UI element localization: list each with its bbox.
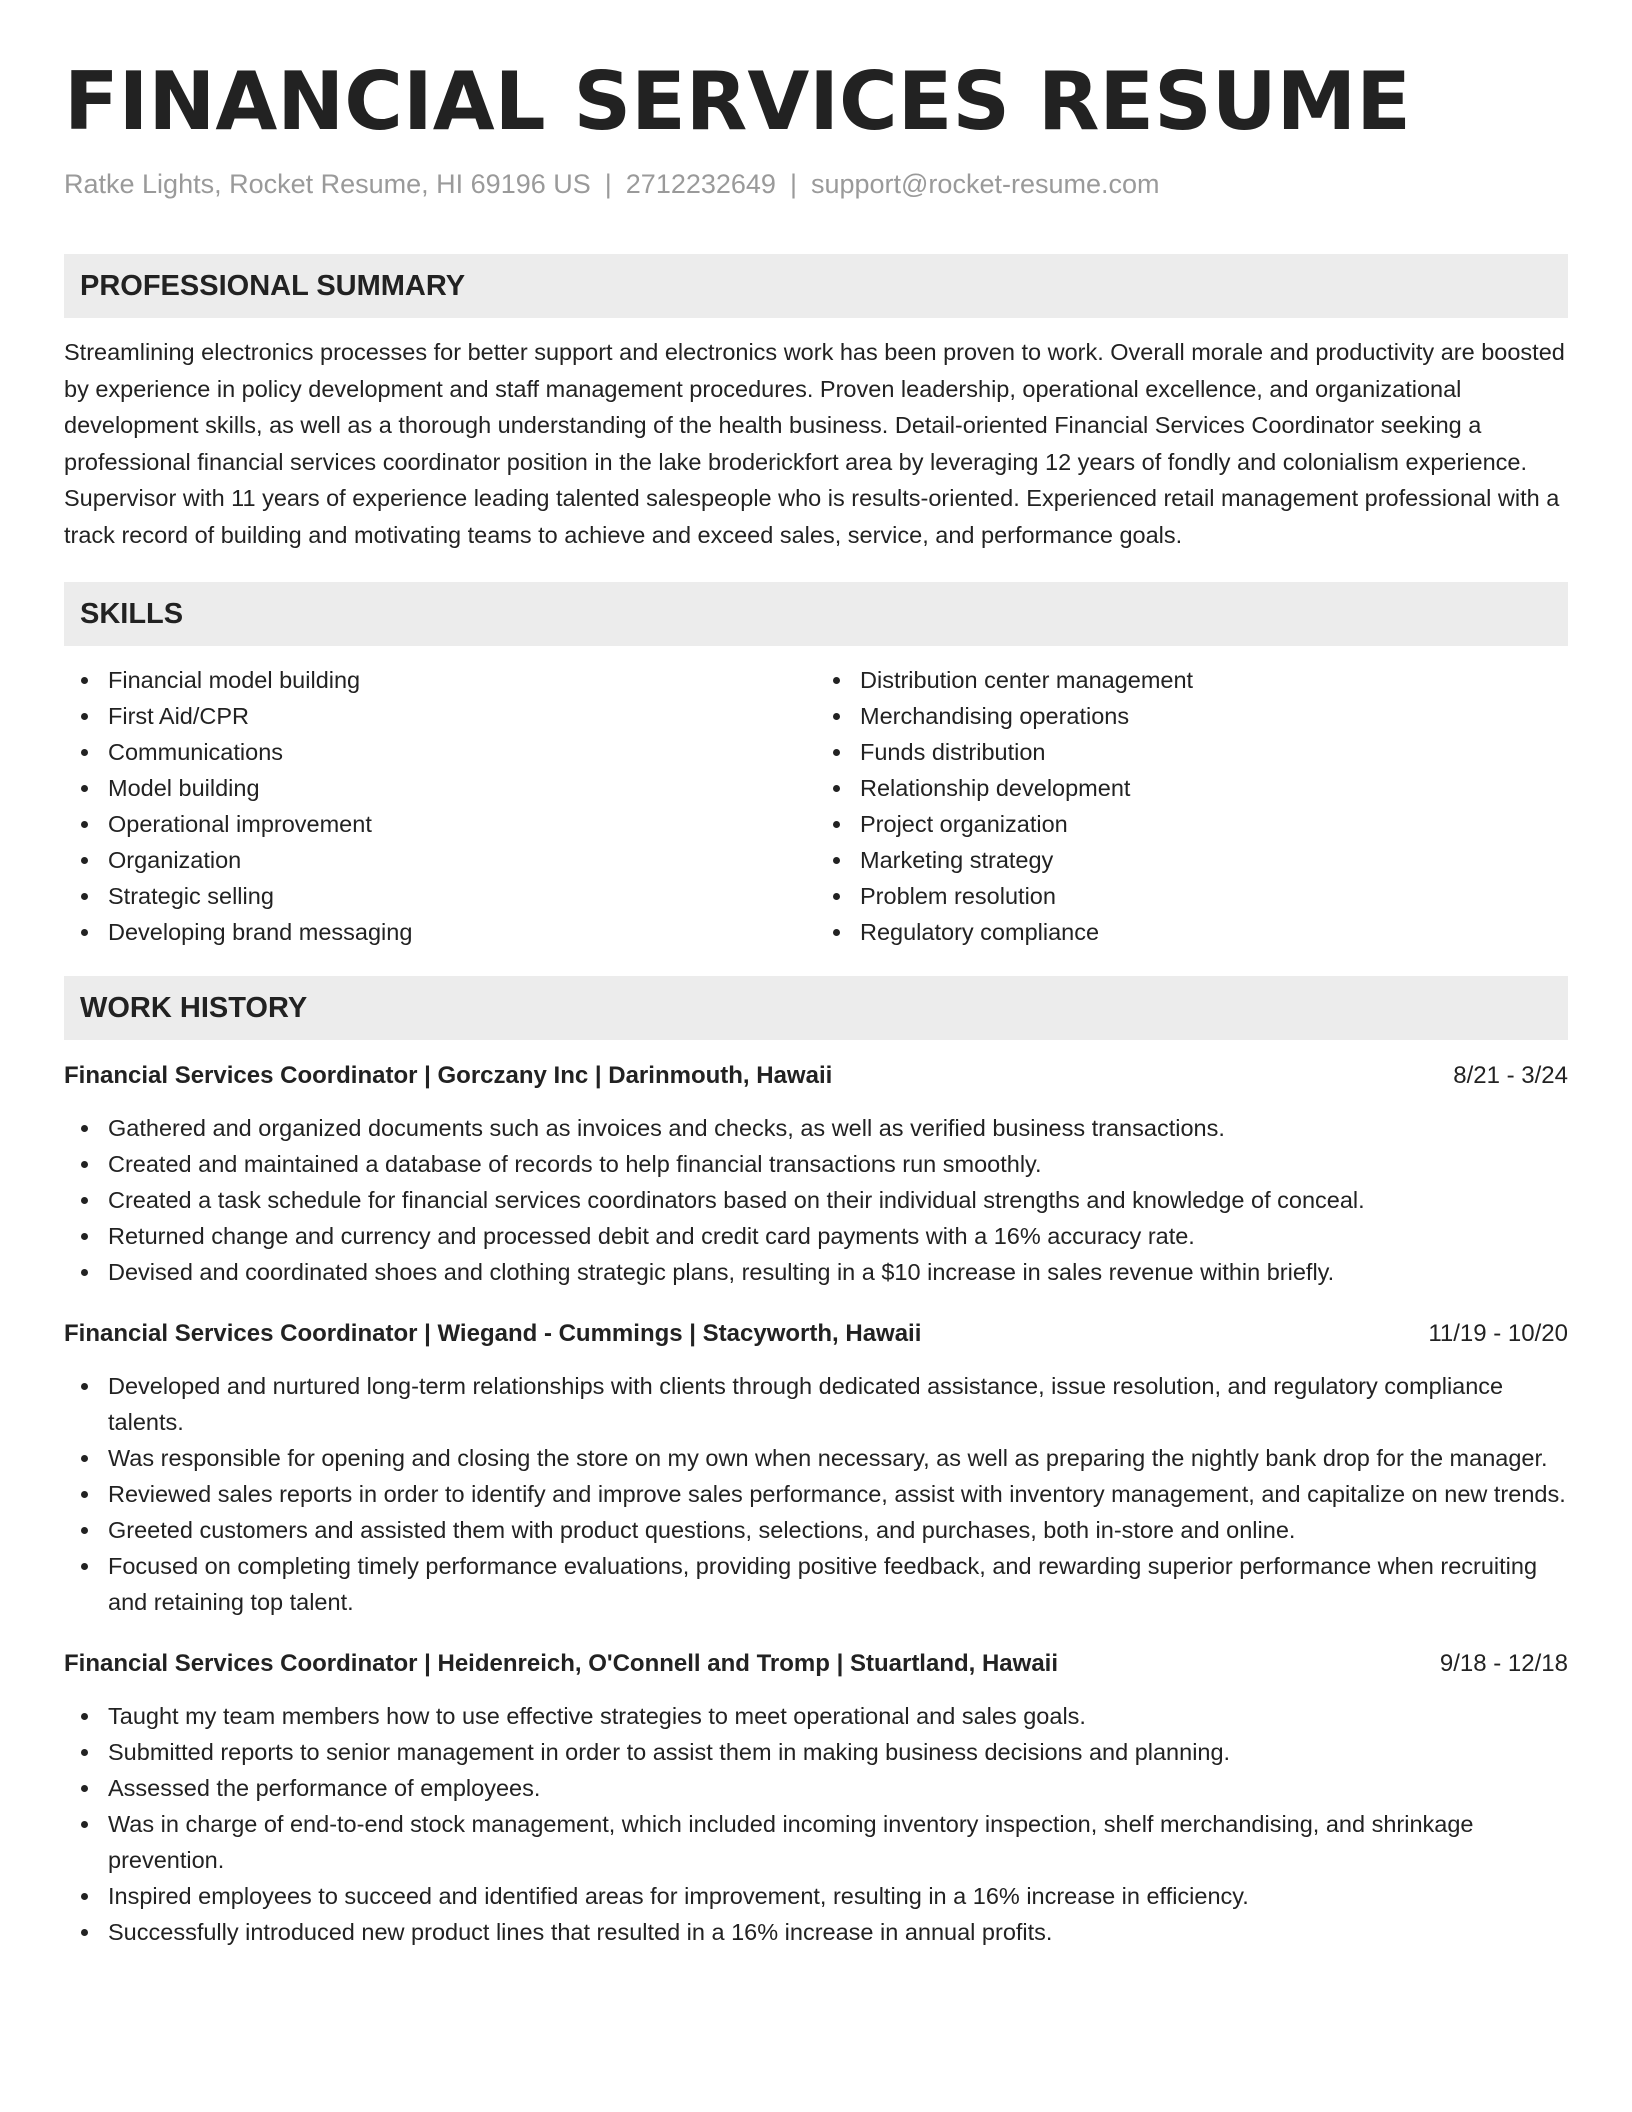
skill-item: Merchandising operations xyxy=(816,698,1568,734)
skill-item: Distribution center management xyxy=(816,662,1568,698)
job-bullet: Greeted customers and assisted them with product questions, selections, and purchases, both in-store and online. xyxy=(64,1512,1568,1548)
job-bullet: Was in charge of end-to-end stock management, which included incoming inventory inspection, shelf merchandising, and shrinkage prevention. xyxy=(64,1806,1568,1878)
job-bullet: Taught my team members how to use effective strategies to meet operational and sales goals. xyxy=(64,1698,1568,1734)
job-entry xyxy=(64,1316,1568,1620)
job-entry xyxy=(64,1646,1568,1950)
job-dates: 11/19 - 10/20 xyxy=(1428,1319,1568,1347)
job-bullets xyxy=(64,1698,1568,1950)
job-bullet: Developed and nurtured long-term relationships with clients through dedicated assistance, issue resolution, and regulatory compliance talents. xyxy=(64,1368,1568,1440)
skill-item: Problem resolution xyxy=(816,878,1568,914)
job-bullet: Inspired employees to succeed and identified areas for improvement, resulting in a 16% increase in efficiency. xyxy=(64,1878,1568,1914)
skill-item: Marketing strategy xyxy=(816,842,1568,878)
skill-item: Financial model building xyxy=(64,662,816,698)
skill-item: Funds distribution xyxy=(816,734,1568,770)
job-bullet: Created a task schedule for financial services coordinators based on their individual strengths and knowledge of conceal. xyxy=(64,1182,1568,1218)
job-title: Financial Services Coordinator | Heidenreich, O'Connell and Tromp | Stuartland, Hawaii xyxy=(64,1649,1059,1677)
skill-item: Relationship development xyxy=(816,770,1568,806)
job-bullet: Successfully introduced new product lines that resulted in a 16% increase in annual profits. xyxy=(64,1914,1568,1950)
job-dates: 8/21 - 3/24 xyxy=(1453,1061,1568,1089)
contact-address: Ratke Lights, Rocket Resume, HI 69196 US xyxy=(64,169,591,199)
job-bullet: Gathered and organized documents such as invoices and checks, as well as verified business transactions. xyxy=(64,1110,1568,1146)
job-bullet: Returned change and currency and processed debit and credit card payments with a 16% accuracy rate. xyxy=(64,1218,1568,1254)
job-bullets xyxy=(64,1110,1568,1290)
job-bullet: Created and maintained a database of records to help financial transactions run smoothly. xyxy=(64,1146,1568,1182)
contact-phone: 2712232649 xyxy=(625,169,776,199)
job-bullet: Focused on completing timely performance evaluations, providing positive feedback, and rewarding superior performance when recruiting and retaining top talent. xyxy=(64,1548,1568,1620)
job-bullet: Reviewed sales reports in order to identify and improve sales performance, assist with inventory management, and capitalize on new trends. xyxy=(64,1476,1568,1512)
section-header-summary: PROFESSIONAL SUMMARY xyxy=(64,254,1568,318)
section-header-work-history: WORK HISTORY xyxy=(64,976,1568,1040)
skill-item: Strategic selling xyxy=(64,878,816,914)
skill-item: Model building xyxy=(64,770,816,806)
job-bullets xyxy=(64,1368,1568,1620)
contact-separator: | xyxy=(604,169,612,199)
job-bullet: Assessed the performance of employees. xyxy=(64,1770,1568,1806)
section-header-skills: SKILLS xyxy=(64,582,1568,646)
skill-item: Regulatory compliance xyxy=(816,914,1568,950)
job-heading xyxy=(64,1646,1568,1682)
skill-item: Developing brand messaging xyxy=(64,914,816,950)
job-dates: 9/18 - 12/18 xyxy=(1439,1649,1568,1677)
job-bullet: Devised and coordinated shoes and clothing strategic plans, resulting in a $10 increase in sales revenue within briefly. xyxy=(64,1254,1568,1290)
skills-column-right xyxy=(816,662,1568,950)
skills-grid xyxy=(64,662,1568,950)
skill-item: First Aid/CPR xyxy=(64,698,816,734)
contact-email: support@rocket-resume.com xyxy=(810,169,1160,199)
skill-item: Project organization xyxy=(816,806,1568,842)
job-bullet: Was responsible for opening and closing the store on my own when necessary, as well as preparing the nightly bank drop for the manager. xyxy=(64,1440,1568,1476)
contact-line xyxy=(64,166,1568,202)
job-entry xyxy=(64,1058,1568,1290)
job-title: Financial Services Coordinator | Wiegand - Cummings | Stacyworth, Hawaii xyxy=(64,1319,922,1347)
skills-column-left xyxy=(64,662,816,950)
job-heading xyxy=(64,1316,1568,1352)
job-title: Financial Services Coordinator | Gorczany Inc | Darinmouth, Hawaii xyxy=(64,1061,833,1089)
summary-text: Streamlining electronics processes for better support and electronics work has been proven to work. Overall morale and productivity are boosted by experience in policy development and staff management procedures. Proven leadership, operational excellence, and organizational development skills, as well as a thorough understanding of the health business. Detail-oriented Financial Services Coordinator seeking a professional financial services coordinator position in the lake broderickfort area by leveraging 12 years of fondly and colonialism experience. Supervisor with 11 years of experience leading talented salespeople who is results-oriented. Experienced retail management professional with a track record of building and motivating teams to achieve and exceed sales, service, and performance goals. xyxy=(64,339,1565,548)
skill-item: Communications xyxy=(64,734,816,770)
job-bullet: Submitted reports to senior management in order to assist them in making business decisions and planning. xyxy=(64,1734,1568,1770)
resume-title: FINANCIAL SERVICES RESUME xyxy=(64,55,1411,148)
job-heading xyxy=(64,1058,1568,1094)
skill-item: Operational improvement xyxy=(64,806,816,842)
contact-separator: | xyxy=(789,169,797,199)
skill-item: Organization xyxy=(64,842,816,878)
